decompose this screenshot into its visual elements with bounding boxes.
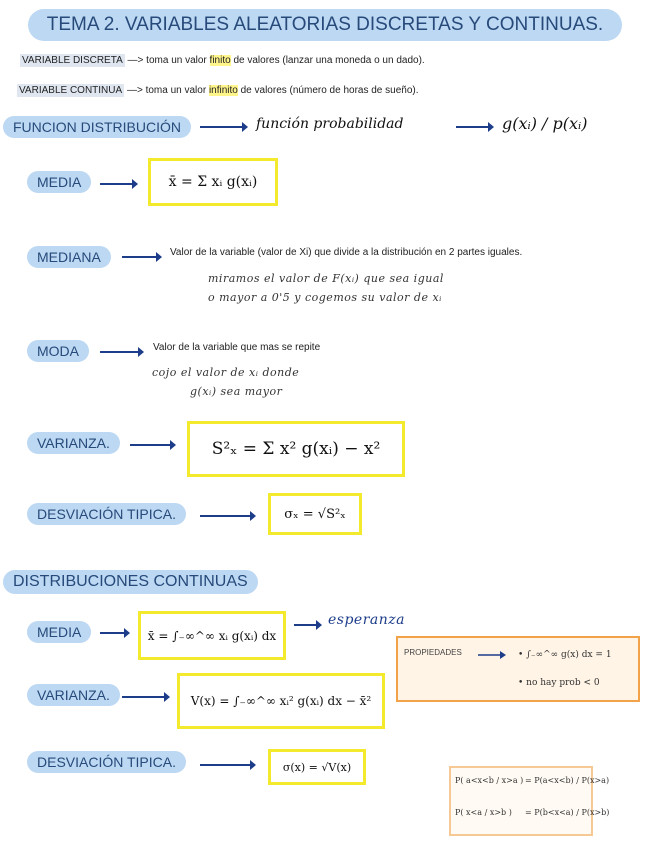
def-text: de valores (número de horas de sueño). bbox=[237, 85, 419, 96]
label-mediana: MEDIANA bbox=[27, 246, 111, 268]
arrow-icon bbox=[198, 758, 256, 772]
handwritten-g-p: g(xᵢ) / p(xᵢ) bbox=[502, 114, 588, 133]
term-discreta: VARIABLE DISCRETA bbox=[22, 55, 123, 66]
arrow-icon bbox=[98, 626, 130, 640]
prob-row2-left: P( x<a / x>b ) bbox=[455, 808, 512, 817]
arrow-icon bbox=[454, 120, 494, 134]
prob-row2-right: = P(b<x<a) / P(x>b) bbox=[525, 808, 610, 817]
page-title: TEMA 2. VARIABLES ALEATORIAS DISCRETAS Y CONTINUAS. bbox=[28, 9, 622, 41]
moda-text: Valor de la variable que mas se repite bbox=[153, 342, 321, 353]
label-funcion-distribucion: FUNCION DISTRIBUCIÓN bbox=[3, 116, 191, 138]
label-media-continua: MEDIA bbox=[27, 621, 91, 643]
label-moda: MODA bbox=[27, 340, 89, 362]
formula-media-continua: x̄ = ∫₋∞^∞ xᵢ g(xᵢ) dx bbox=[138, 611, 286, 660]
definition-continua bbox=[17, 85, 419, 96]
handwritten-moda-1: cojo el valor de xᵢ donde bbox=[152, 366, 300, 379]
propiedades-box bbox=[396, 636, 640, 702]
label-varianza-continua: VARIANZA. bbox=[27, 684, 120, 706]
def-text: —> toma un valor bbox=[124, 85, 209, 96]
prob-row1-right: = P(a<x<b) / P(x>a) bbox=[525, 776, 610, 785]
formula-varianza: S²ₓ = Σ x² g(xᵢ) − x² bbox=[187, 421, 405, 477]
section-heading-continuas: DISTRIBUCIONES CONTINUAS bbox=[3, 570, 258, 594]
formula-desviacion-continua: σ(x) = √V(x) bbox=[268, 749, 366, 785]
handwritten-moda-2: g(xᵢ) sea mayor bbox=[190, 385, 283, 398]
handwritten-funcion-probabilidad: función probabilidad bbox=[256, 116, 404, 132]
handwritten-esperanza: esperanza bbox=[328, 612, 405, 628]
formula-media: x̄ = Σ xᵢ g(xᵢ) bbox=[148, 158, 278, 206]
prob-row1-left: P( a<x<b / x>a ) bbox=[455, 776, 524, 785]
label-media: MEDIA bbox=[27, 171, 91, 193]
formula-desviacion: σₓ = √S²ₓ bbox=[268, 493, 362, 535]
definition-discreta bbox=[20, 55, 425, 66]
arrow-icon bbox=[198, 509, 256, 523]
arrow-icon bbox=[292, 618, 322, 632]
label-varianza: VARIANZA. bbox=[27, 432, 120, 454]
term-continua: VARIABLE CONTINUA bbox=[19, 85, 123, 96]
arrow-icon bbox=[198, 120, 248, 134]
highlight-finito: finito bbox=[209, 55, 231, 66]
arrow-icon bbox=[476, 650, 506, 660]
highlight-infinito: infinito bbox=[208, 85, 238, 96]
propiedad-2: • no hay prob < 0 bbox=[518, 678, 600, 688]
arrow-icon bbox=[128, 438, 176, 452]
probabilidad-condicional-box bbox=[449, 766, 610, 836]
def-text: —> toma un valor bbox=[124, 55, 210, 66]
handwritten-mediana-2: o mayor a 0'5 y cogemos su valor de xᵢ bbox=[208, 291, 442, 304]
formula-varianza-continua: V(x) = ∫₋∞^∞ xᵢ² g(xᵢ) dx − x̄² bbox=[177, 673, 385, 729]
propiedades-label: PROPIEDADES bbox=[404, 648, 462, 657]
mediana-text: Valor de la variable (valor de Xi) que divide a la distribución en 2 partes iguales. bbox=[170, 247, 523, 258]
def-text: de valores (lanzar una moneda o un dado). bbox=[230, 55, 425, 66]
arrow-icon bbox=[120, 690, 170, 704]
propiedad-1: • ∫₋∞^∞ g(x) dx = 1 bbox=[518, 650, 612, 660]
arrow-icon bbox=[120, 250, 162, 264]
arrow-icon bbox=[98, 345, 144, 359]
label-desviacion-continua: DESVIACIÓN TIPICA. bbox=[27, 751, 186, 773]
label-desviacion: DESVIACIÓN TIPICA. bbox=[27, 503, 186, 525]
handwritten-mediana-1: miramos el valor de F(xᵢ) que sea igual bbox=[208, 272, 444, 285]
arrow-icon bbox=[98, 177, 138, 191]
